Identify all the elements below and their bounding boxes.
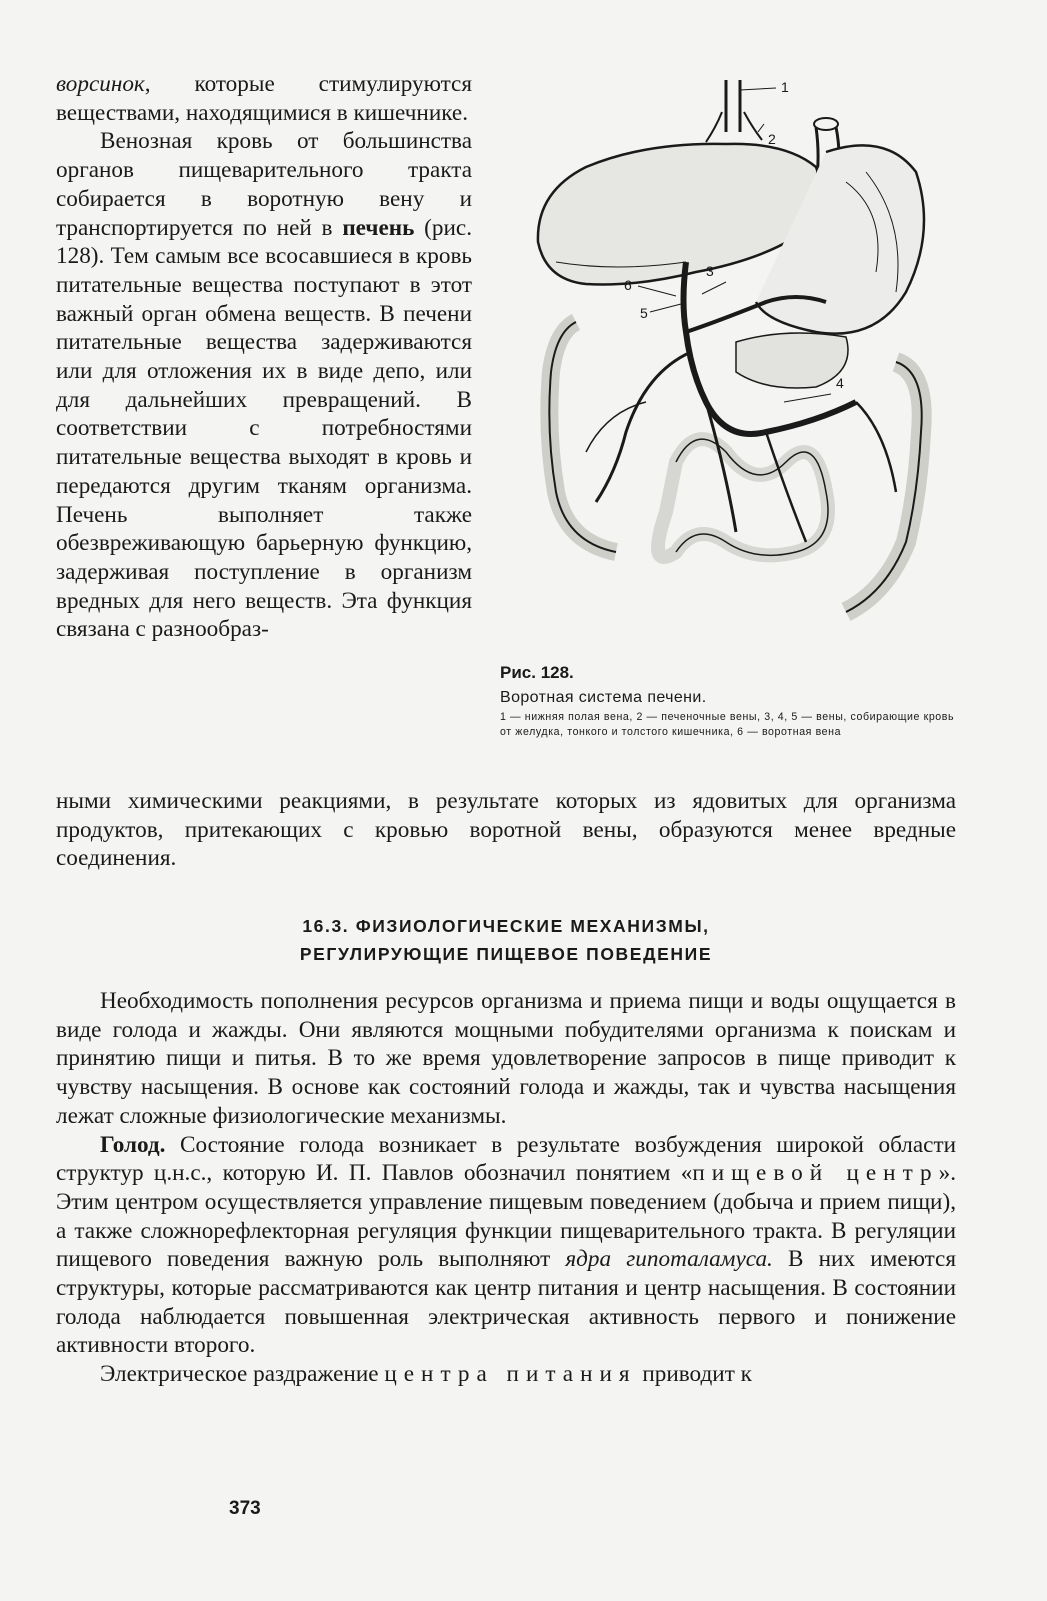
text-run: приводит к <box>636 1361 752 1388</box>
paragraph-portal-blood <box>56 127 472 644</box>
text-run: Голод. <box>100 1131 166 1158</box>
text-run: ворсинок <box>56 71 145 97</box>
paragraph-hunger <box>56 1131 956 1361</box>
figure-label-6: 6 <box>624 277 632 293</box>
text-run: Венозная кровь от большинства органов пищеварительного тракта собирается в воротную вену и транспортируется по ней в <box>56 128 472 241</box>
text-run: Электрическое раздражение <box>100 1361 385 1388</box>
text-run: В них имеются структуры, которые рассматриваются как центр питания и центр насыщения. В состоянии голода наблюдается повышенная электрическая активность первого и понижение активности второго. <box>56 1246 956 1359</box>
paragraph-stimulation <box>56 1360 956 1389</box>
paragraph-continuation: ными химическими реакциями, в результате которых из ядовитых для организма продуктов, притекающих с кровью воротной вены, образуются менее вредные соединения. <box>56 788 956 872</box>
text-run: ». Этим центром осуществляется управление пищевым поведением (добыча и прием пищи), а также сложнорефлекторная регуляция функции пищеварительного тракта. В регуляции пищевого поведения важную роль выполняют <box>56 1160 956 1273</box>
text-run: Состояние голода возникает в результате возбуждения широкой области структур ц.н.с., которую И. П. Павлов обозначил понятием « <box>56 1131 956 1187</box>
text-run: (рис. 128). Тем самым все всосавшиеся в кровь питательные вещества поступают в этот важный орган обмена веществ. В печени питательные вещества задерживаются или для отложения их в виде депо, или для дальнейших превращений. В соответствии с потребностями питательные вещества выходят в кровь и передаются другим тканям организма. Печень выполняет также обезвреживающую барьерную функцию, задерживая поступление в организм вредных для него веществ. Эта функция связана с разнообраз- <box>56 214 472 643</box>
left-text-column <box>56 70 472 644</box>
text-run: ядра гипоталамуса. <box>565 1246 773 1273</box>
heading-line-2: РЕГУЛИРУЮЩИЕ ПИЩЕВОЕ ПОВЕДЕНИЕ <box>299 944 713 964</box>
caption-title: Рис. 128. <box>500 663 574 682</box>
text-run: Необходимость пополнения ресурсов организма и приема пищи и воды ощущается в виде голода и жажды. Они являются мощными побудителями организма к поискам и принятию пищи и питья. В то же время удовлетворение запросов в пище приводит к чувству насыщения. В основе как состояний голода и жажды, так и чувства насыщения лежат сложные физиологические механизмы. <box>56 988 956 1129</box>
paragraph-hunger-thirst <box>56 987 956 1131</box>
figure-label-5: 5 <box>640 305 648 321</box>
text-run: печень <box>342 214 415 241</box>
page-number: 373 <box>229 1498 261 1519</box>
caption-legend: 1 — нижняя полая вена, 2 — печеночные вены, 3, 4, 5 — вены, собирающие кровь от желудка, тонкого и толстого кишечника, 6 — воротная вена <box>500 711 955 738</box>
section-heading <box>56 912 956 968</box>
text-run: , которые стимулируются веществами, находящимися в кишечнике. <box>56 71 472 126</box>
section-body <box>56 987 956 1389</box>
figure-caption <box>500 663 958 740</box>
heading-line-1: 16.3. ФИЗИОЛОГИЧЕСКИЕ МЕХАНИЗМЫ, <box>302 916 710 936</box>
figure-label-4: 4 <box>836 375 844 391</box>
text-run: центра питания <box>384 1361 637 1388</box>
text-run: пищевой центр <box>692 1160 939 1187</box>
portal-system-illustration <box>526 72 956 637</box>
liver-anatomy-drawing <box>526 72 956 637</box>
figure-label-1: 1 <box>781 79 789 95</box>
figure-label-3: 3 <box>706 263 714 279</box>
figure-label-2: 2 <box>768 131 776 147</box>
caption-subtitle: Воротная система печени. <box>500 689 707 706</box>
paragraph-villi <box>56 70 472 127</box>
